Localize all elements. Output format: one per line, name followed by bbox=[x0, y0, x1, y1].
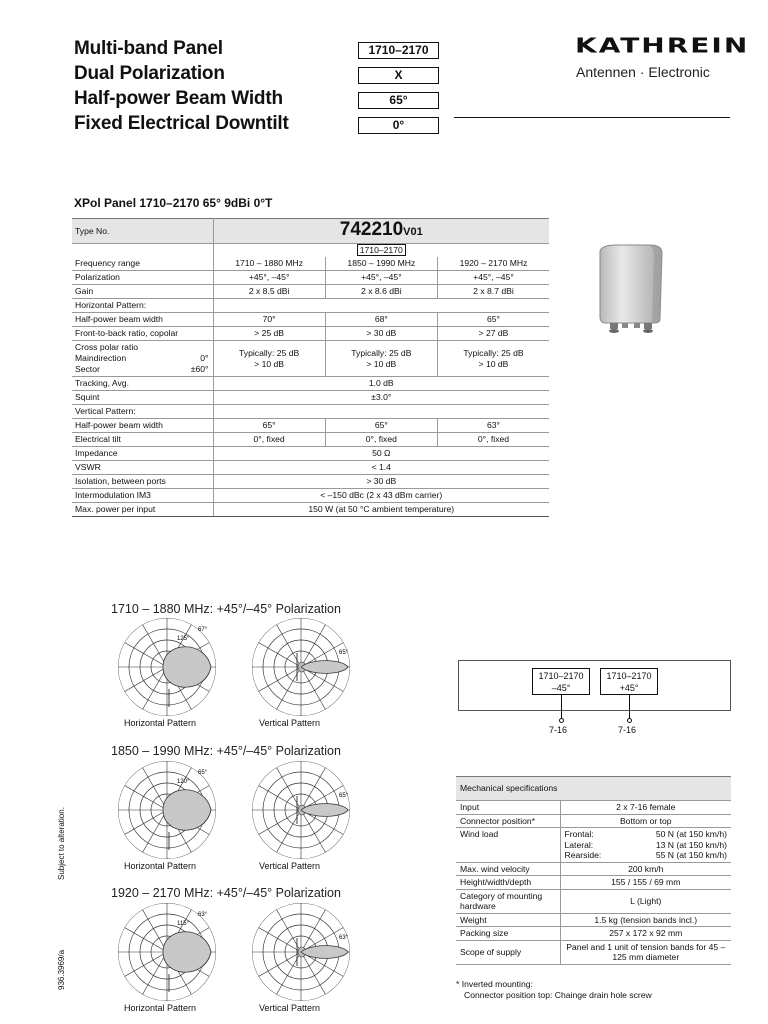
header-divider bbox=[454, 117, 730, 118]
header-label: Multi-band Panel bbox=[74, 38, 223, 59]
document-number: 936.3969/a bbox=[57, 949, 66, 990]
table-row: VSWR < 1.4 bbox=[72, 461, 549, 475]
port-box-minus45: 1710–2170 –45° bbox=[532, 668, 590, 695]
header-value-box: 65° bbox=[358, 92, 439, 109]
connector-label: 7-16 bbox=[618, 725, 637, 735]
vertical-pattern-diagram bbox=[244, 617, 358, 717]
angle-label: 120° bbox=[177, 779, 190, 785]
connector-dot bbox=[627, 718, 632, 723]
type-suffix: V01 bbox=[403, 226, 423, 238]
header-value-box: 1710–2170 bbox=[358, 42, 439, 59]
type-row bbox=[72, 219, 549, 244]
table-row: Wind load Frontal: 50 N (at 150 km/h) Lateral: 13 N (at 150 km/h) Rearside: 55 N (at 150 km/h) bbox=[456, 828, 731, 863]
band-box: 1710–2170 bbox=[357, 244, 406, 256]
vertical-pattern-diagram bbox=[244, 902, 358, 1002]
header-label: Dual Polarization bbox=[74, 63, 225, 84]
panel-title: XPol Panel 1710–2170 65° 9dBi 0°T bbox=[74, 196, 273, 210]
alteration-note: Subject to alteration. bbox=[57, 807, 66, 880]
table-row: Input 2 x 7-16 female bbox=[456, 801, 731, 815]
type-label: Type No. bbox=[72, 219, 213, 244]
angle-label: 67° bbox=[198, 627, 208, 633]
table-row: Horizontal Pattern: bbox=[72, 299, 549, 313]
table-row: Gain 2 x 8.5 dBi 2 x 8.6 dBi 2 x 8.7 dBi bbox=[72, 285, 549, 299]
table-row: Weight 1.5 kg (tension bands incl.) bbox=[456, 913, 731, 927]
table-row: Squint ±3.0° bbox=[72, 391, 549, 405]
horizontal-pattern-caption: Horizontal Pattern bbox=[124, 718, 197, 728]
header-value-box: X bbox=[358, 67, 439, 84]
mechanical-table bbox=[456, 776, 731, 965]
vertical-pattern-caption: Vertical Pattern bbox=[259, 718, 321, 728]
angle-label: 125° bbox=[177, 636, 190, 642]
horizontal-pattern-caption: Horizontal Pattern bbox=[124, 1003, 197, 1013]
footnote: * Inverted mounting: Connector position top: Chainge drain hole screw bbox=[456, 979, 652, 1000]
header-label: Half-power Beam Width bbox=[74, 88, 283, 109]
table-row: Max. power per input 150 W (at 50 °C ambient temperature) bbox=[72, 503, 549, 517]
header-value-box: 0° bbox=[358, 117, 439, 134]
band-row bbox=[72, 244, 549, 258]
antenna-photo bbox=[594, 243, 666, 335]
table-row: Connector position* Bottom or top bbox=[456, 814, 731, 828]
table-row: Category of mounting hardware L (Light) bbox=[456, 889, 731, 913]
table-row: Front-to-back ratio, copolar > 25 dB > 30 dB > 27 dB bbox=[72, 327, 549, 341]
table-row: Half-power beam width 65° 65° 63° bbox=[72, 419, 549, 433]
table-row: Tracking, Avg. 1.0 dB bbox=[72, 377, 549, 391]
table-row: Polarization +45°, –45° +45°, –45° +45°, –45° bbox=[72, 271, 549, 285]
connector-label: 7-16 bbox=[549, 725, 568, 735]
table-row: Packing size 257 x 172 x 92 mm bbox=[456, 927, 731, 941]
connector-dot bbox=[559, 718, 564, 723]
vertical-pattern-diagram bbox=[244, 760, 358, 860]
table-row: Half-power beam width 70° 68° 65° bbox=[72, 313, 549, 327]
angle-label: 63° bbox=[339, 935, 349, 941]
table-row: Scope of supply Panel and 1 unit of tension bands for 45 – 125 mm diameter bbox=[456, 940, 731, 964]
vertical-pattern-caption: Vertical Pattern bbox=[259, 861, 321, 871]
table-row: Max. wind velocity 200 km/h bbox=[456, 862, 731, 876]
horizontal-pattern-caption: Horizontal Pattern bbox=[124, 861, 197, 871]
brand-logo: KATHREIN bbox=[575, 33, 750, 58]
header-label: Fixed Electrical Downtilt bbox=[74, 113, 289, 134]
table-row: Impedance 50 Ω bbox=[72, 447, 549, 461]
port-diagram bbox=[458, 660, 731, 711]
pattern-title: 1850 – 1990 MHz: +45°/–45° Polarization bbox=[111, 744, 341, 758]
table-row: Vertical Pattern: bbox=[72, 405, 549, 419]
brand-subtitle: Antennen · Electronic bbox=[576, 64, 710, 80]
angle-label: 63° bbox=[198, 912, 208, 918]
mechanical-header: Mechanical specifications bbox=[456, 777, 731, 801]
type-number: 742210 bbox=[339, 219, 404, 240]
horizontal-pattern-diagram bbox=[110, 902, 224, 1002]
type-number-cell bbox=[213, 219, 549, 244]
cross-polar-row: Cross polar ratio Maindirection 0° Sector ±60° Typically: 25 dB > 10 dB Typically: 25 dB > 10 dB Typically: 25 dB > 10 dB bbox=[72, 341, 549, 377]
pattern-title: 1920 – 2170 MHz: +45°/–45° Polarization bbox=[111, 886, 341, 900]
angle-label: 65° bbox=[198, 770, 208, 776]
table-row: Height/width/depth 155 / 155 / 69 mm bbox=[456, 876, 731, 890]
horizontal-pattern-diagram bbox=[110, 760, 224, 860]
table-row: Electrical tilt 0°, fixed 0°, fixed 0°, fixed bbox=[72, 433, 549, 447]
spec-table bbox=[72, 218, 549, 517]
port-box-plus45: 1710–2170 +45° bbox=[600, 668, 658, 695]
angle-label: 65° bbox=[339, 650, 349, 656]
table-row: Isolation, between ports > 30 dB bbox=[72, 475, 549, 489]
table-row: Intermodulation IM3 < –150 dBc (2 x 43 dBm carrier) bbox=[72, 489, 549, 503]
angle-label: 115° bbox=[177, 921, 189, 927]
horizontal-pattern-diagram bbox=[110, 617, 224, 717]
angle-label: 65° bbox=[339, 793, 349, 799]
pattern-title: 1710 – 1880 MHz: +45°/–45° Polarization bbox=[111, 602, 341, 616]
table-row: Frequency range 1710 – 1880 MHz 1850 – 1990 MHz 1920 – 2170 MHz bbox=[72, 257, 549, 271]
vertical-pattern-caption: Vertical Pattern bbox=[259, 1003, 321, 1013]
